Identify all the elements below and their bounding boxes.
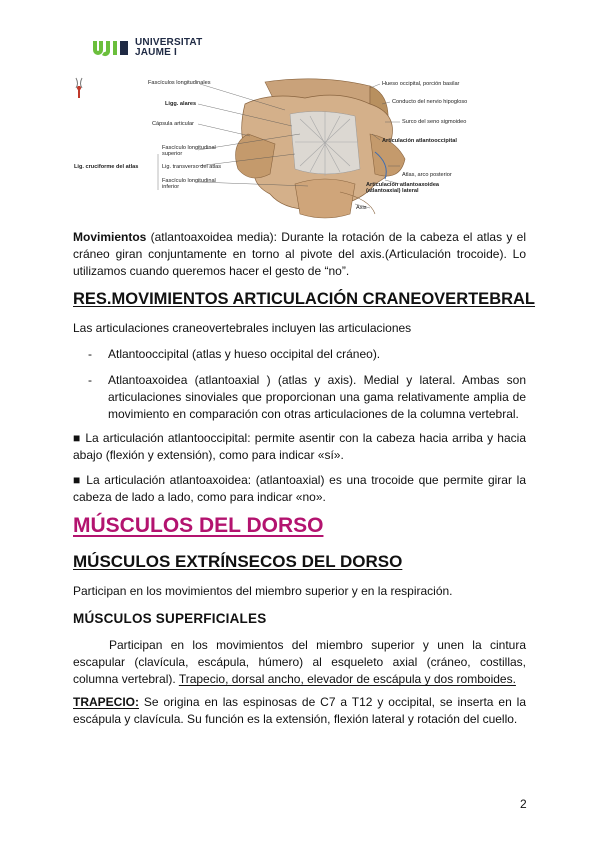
craniovertebral-illustration <box>70 74 530 224</box>
extrinsecos-heading-text: MÚSCULOS EXTRÍNSECOS DEL DORSO <box>73 552 403 571</box>
label-hueso-occipital: Hueso occipital, porción basilar <box>382 81 460 87</box>
label-surco-seno: Surco del seno sigmoideo <box>402 119 467 125</box>
label-ligg-alares: Ligg. alares <box>165 101 197 107</box>
bullet-marker-2: - <box>88 373 92 387</box>
label-fasciculo-inferior-2: inferior <box>162 184 180 190</box>
bullet-item-1: Atlantooccipital (atlas y hueso occipital del cráneo). <box>108 347 381 361</box>
atlantoaxoidea-paragraph: ■ La articulación atlantoaxoidea: (atlantoaxial) es una trocoide que permite girar la cabeza de lado a lado, como para indicar «no». <box>73 473 526 504</box>
intro-paragraph: Las articulaciones craneovertebrales incluyen las articulaciones <box>73 321 412 335</box>
label-fasciculo-superior-2: superior <box>162 151 183 157</box>
label-fasciculo-superior-1: Fascículo longitudinal <box>162 145 216 151</box>
label-lig-transverso: Lig. transverso del atlas <box>162 164 222 170</box>
label-art-atlantooccipital: Articulación atlantooccipital <box>382 138 457 144</box>
trapecio-paragraph <box>73 694 526 728</box>
bullet-marker-1: - <box>88 347 92 361</box>
label-art-atlantoaxoidea-2: (atlantoaxial) lateral <box>366 188 419 194</box>
label-axis: Axis <box>356 205 367 211</box>
label-conducto-hipogloso: Conducto del nervio hipogloso <box>392 99 468 105</box>
label-art-atlantoaxoidea-1: Articulación atlantoaxoidea <box>366 182 440 188</box>
movimientos-term: Movimientos <box>73 230 147 244</box>
page-number: 2 <box>520 797 527 811</box>
logo-line-1: UNIVERSITAT <box>135 37 203 48</box>
label-fasciculos-longitudinales: Fascículos longitudinales <box>148 80 211 86</box>
trapecio-term: TRAPECIO: <box>73 695 139 709</box>
uji-logo-icon <box>92 39 130 57</box>
trapecio-text: Se origina en las espinosas de C7 a T12 y occipital, se inserta en la escápula y clavícula. Su función es la extensión, flexión lateral y rotación del cuello. <box>73 695 526 726</box>
orientation-icon <box>76 78 82 98</box>
res-movimientos-heading: RES.MOVIMIENTOS ARTICULACIÓN CRANEOVERTEBRAL <box>73 290 536 308</box>
superficiales-paragraph <box>73 637 526 688</box>
superficiales-text: Participan en los movimientos del miembro superior y unen la cintura escapular (clavícula, escápula, húmero) al esqueleto axial (cráneo, costillas, columna vertebral). <box>73 638 526 686</box>
extrinsecos-heading <box>73 552 402 572</box>
musculos-dorso-heading: MÚSCULOS DEL DORSO <box>73 514 324 537</box>
atlantooccipital-paragraph: ■ La articulación atlantooccipital: permite asentir con la cabeza hacia arriba y hacia abajo (flexión y extensión), como para indicar «sí». <box>73 431 526 462</box>
logo-line-2: JAUME I <box>135 47 177 58</box>
bullet-item-2: Atlantoaxoidea (atlantoaxial ) (atlas y axis). Medial y lateral. Ambas son articulaciones sinoviales que proporcionan una gama relativamente amplia de movimiento en comparación con otras articulaciones de la columna vertebral. <box>108 373 526 421</box>
label-atlas-arco: Atlas, arco posterior <box>402 172 452 178</box>
movimientos-paragraph <box>73 229 526 280</box>
extrinsecos-paragraph: Participan en los movimientos del miembro superior y en la respiración. <box>73 584 453 598</box>
label-fasciculo-inferior-1: Fascículo longitudinal <box>162 178 216 184</box>
superficiales-muscle-list: Trapecio, dorsal ancho, elevador de escápula y dos romboides. <box>178 672 516 686</box>
label-capsula-articular: Cápsula articular <box>152 121 194 127</box>
movimientos-text: (atlantoaxoidea media): Durante la rotación de la cabeza el atlas y el cráneo giran conjuntamente en torno al pivote del axis.(Articulación trocoide). Lo utilizamos cuando queremos hacer el gesto de “no”. <box>73 230 526 278</box>
logo-text <box>135 38 202 58</box>
superficiales-heading: MÚSCULOS SUPERFICIALES <box>73 611 267 626</box>
anatomy-figure <box>70 74 530 224</box>
label-lig-cruciforme: Lig. cruciforme del atlas <box>74 164 139 170</box>
